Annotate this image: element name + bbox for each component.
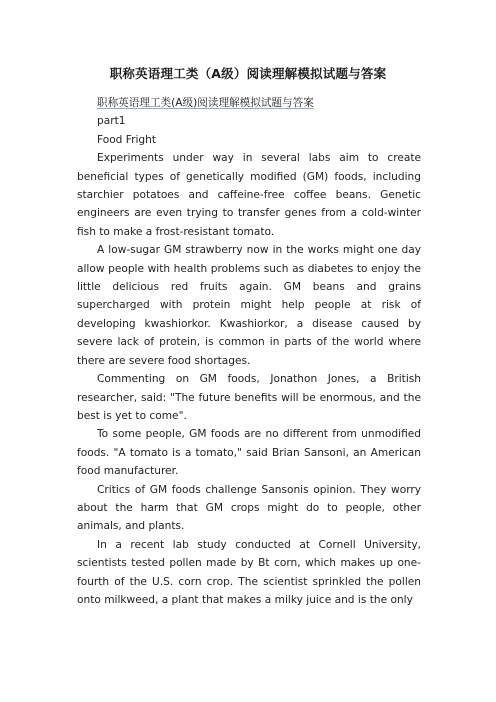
paragraph: Commenting on GM foods, Jonathon Jones, a British researcher, said: "The future benefits will be enormous, and the best is yet to come". bbox=[77, 373, 421, 422]
section-label: part1 bbox=[97, 115, 126, 128]
paragraph: In a recent lab study conducted at Cornell University, scientists tested pollen made by Bt corn, which makes up one-fourth of the U.S. corn crop. The scientist sprinkled the pollen onto milkweed, a plant that makes a milky juice and is the only bbox=[77, 538, 421, 606]
paragraph: Experiments under way in several labs aim to create beneficial types of genetically modified (GM) foods, including starchier potatoes and caffeine-free coffee beans. Genetic engineers are even trying to transfer genes from a cold-winter fish to make a frost-resistant tomato. bbox=[77, 152, 421, 238]
subtitle-link[interactable]: 职称英语理工类(A级)阅读理解模拟试题与答案 bbox=[97, 97, 314, 109]
article-title: Food Fright bbox=[97, 133, 156, 146]
document-title: 职称英语理工类（A级）阅读理解模拟试题与答案 bbox=[109, 66, 387, 81]
paragraph: A low-sugar GM strawberry now in the works might one day allow people with health problems such as diabetes to enjoy the little delicious red fruits again. GM beans and grains supercharged with protein might help people at risk of developing kwashiorkor. Kwashiorkor, a disease caused by severe lack of protein, is common in parts of the world where there are severe food shortages. bbox=[77, 244, 421, 367]
paragraph: To some people, GM foods are no different from unmodified foods. "A tomato is a tomato," said Brian Sansoni, an American food manufacturer. bbox=[77, 428, 421, 478]
document-body bbox=[77, 94, 421, 609]
paragraph: Critics of GM foods challenge Sansonis opinion. They worry about the harm that GM crops might do to people, other animals, and plants. bbox=[77, 483, 421, 533]
